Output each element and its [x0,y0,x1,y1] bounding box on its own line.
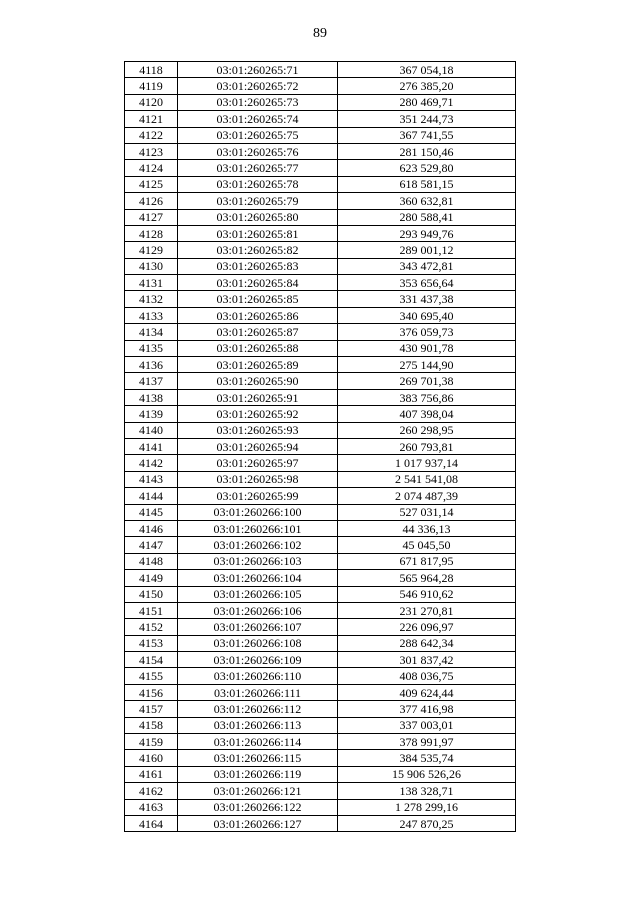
row-number-cell: 4121 [125,111,178,127]
table-row [125,668,516,684]
cadastral-value-cell: 231 270,81 [338,602,516,618]
table-row [125,619,516,635]
cadastral-value-cell: 367 741,55 [338,127,516,143]
cadastral-number-cell: 03:01:260266:106 [178,602,338,618]
row-number-cell: 4145 [125,504,178,520]
cadastral-value-cell: 527 031,14 [338,504,516,520]
cadastral-number-cell: 03:01:260265:84 [178,275,338,291]
cadastral-number-cell: 03:01:260265:82 [178,242,338,258]
table-row [125,815,516,831]
cadastral-value-cell: 407 398,04 [338,406,516,422]
page-number: 89 [313,26,327,41]
cadastral-value-cell: 15 906 526,26 [338,766,516,782]
cadastral-number-cell: 03:01:260266:107 [178,619,338,635]
row-number-cell: 4160 [125,750,178,766]
table-row [125,504,516,520]
table-row [125,94,516,110]
row-number-cell: 4149 [125,570,178,586]
cadastral-value-cell: 281 150,46 [338,143,516,159]
row-number-cell: 4159 [125,734,178,750]
row-number-cell: 4151 [125,602,178,618]
cadastral-value-cell: 623 529,80 [338,160,516,176]
cadastral-value-cell: 360 632,81 [338,193,516,209]
cadastral-number-cell: 03:01:260265:80 [178,209,338,225]
row-number-cell: 4147 [125,537,178,553]
row-number-cell: 4162 [125,783,178,799]
cadastral-value-cell: 331 437,38 [338,291,516,307]
cadastral-value-cell: 353 656,64 [338,275,516,291]
table-row [125,422,516,438]
table-row [125,734,516,750]
cadastral-number-cell: 03:01:260265:78 [178,176,338,192]
table-row [125,799,516,815]
row-number-cell: 4123 [125,143,178,159]
cadastral-value-cell: 671 817,95 [338,553,516,569]
row-number-cell: 4164 [125,815,178,831]
cadastral-value-cell: 45 045,50 [338,537,516,553]
cadastral-value-cell: 280 588,41 [338,209,516,225]
cadastral-value-cell: 384 535,74 [338,750,516,766]
cadastral-number-cell: 03:01:260265:87 [178,324,338,340]
cadastral-number-cell: 03:01:260265:91 [178,389,338,405]
table-row [125,701,516,717]
table-row [125,127,516,143]
table-row [125,324,516,340]
cadastral-value-cell: 289 001,12 [338,242,516,258]
cadastral-number-cell: 03:01:260266:100 [178,504,338,520]
cadastral-value-cell: 565 964,28 [338,570,516,586]
row-number-cell: 4132 [125,291,178,307]
table-row [125,766,516,782]
cadastral-number-cell: 03:01:260266:104 [178,570,338,586]
cadastral-value-cell: 260 793,81 [338,438,516,454]
row-number-cell: 4137 [125,373,178,389]
row-number-cell: 4157 [125,701,178,717]
cadastral-number-cell: 03:01:260266:103 [178,553,338,569]
cadastral-value-cell: 2 074 487,39 [338,488,516,504]
row-number-cell: 4118 [125,62,178,78]
table-row [125,275,516,291]
row-number-cell: 4150 [125,586,178,602]
cadastral-number-cell: 03:01:260265:79 [178,193,338,209]
row-number-cell: 4153 [125,635,178,651]
table-row [125,520,516,536]
cadastral-value-cell: 275 144,90 [338,357,516,373]
cadastral-number-cell: 03:01:260266:122 [178,799,338,815]
row-number-cell: 4146 [125,520,178,536]
cadastral-number-cell: 03:01:260265:81 [178,225,338,241]
cadastral-value-cell: 1 017 937,14 [338,455,516,471]
table-row [125,488,516,504]
row-number-cell: 4124 [125,160,178,176]
cadastral-number-cell: 03:01:260265:97 [178,455,338,471]
row-number-cell: 4141 [125,438,178,454]
cadastral-value-cell: 288 642,34 [338,635,516,651]
row-number-cell: 4152 [125,619,178,635]
cadastral-value-cell: 293 949,76 [338,225,516,241]
row-number-cell: 4143 [125,471,178,487]
cadastral-value-cell: 247 870,25 [338,815,516,831]
row-number-cell: 4129 [125,242,178,258]
cadastral-number-cell: 03:01:260266:119 [178,766,338,782]
cadastral-number-cell: 03:01:260266:110 [178,668,338,684]
table-row [125,553,516,569]
table-row [125,193,516,209]
cadastral-value-cell: 367 054,18 [338,62,516,78]
cadastral-value-cell: 351 244,73 [338,111,516,127]
cadastral-number-cell: 03:01:260265:72 [178,78,338,94]
table-row [125,111,516,127]
cadastral-value-cell: 618 581,15 [338,176,516,192]
row-number-cell: 4120 [125,94,178,110]
cadastral-value-cell: 430 901,78 [338,340,516,356]
cadastral-value-cell: 276 385,20 [338,78,516,94]
row-number-cell: 4119 [125,78,178,94]
row-number-cell: 4128 [125,225,178,241]
cadastral-value-cell: 226 096,97 [338,619,516,635]
cadastral-value-table [124,61,516,832]
cadastral-value-cell: 138 328,71 [338,783,516,799]
row-number-cell: 4130 [125,258,178,274]
cadastral-number-cell: 03:01:260266:108 [178,635,338,651]
table-row [125,783,516,799]
row-number-cell: 4156 [125,684,178,700]
cadastral-number-cell: 03:01:260265:99 [178,488,338,504]
cadastral-number-cell: 03:01:260266:109 [178,652,338,668]
cadastral-number-cell: 03:01:260266:111 [178,684,338,700]
cadastral-value-cell: 546 910,62 [338,586,516,602]
cadastral-value-cell: 44 336,13 [338,520,516,536]
table-row [125,176,516,192]
cadastral-number-cell: 03:01:260265:74 [178,111,338,127]
cadastral-value-cell: 337 003,01 [338,717,516,733]
cadastral-number-cell: 03:01:260266:121 [178,783,338,799]
cadastral-value-cell: 343 472,81 [338,258,516,274]
cadastral-value-cell: 377 416,98 [338,701,516,717]
table-row [125,455,516,471]
cadastral-number-cell: 03:01:260265:83 [178,258,338,274]
cadastral-number-cell: 03:01:260265:77 [178,160,338,176]
table-row [125,389,516,405]
cadastral-value-cell: 260 298,95 [338,422,516,438]
cadastral-number-cell: 03:01:260265:90 [178,373,338,389]
table-row [125,717,516,733]
table-row [125,258,516,274]
row-number-cell: 4134 [125,324,178,340]
cadastral-number-cell: 03:01:260265:75 [178,127,338,143]
row-number-cell: 4163 [125,799,178,815]
table-row [125,62,516,78]
table-row [125,340,516,356]
row-number-cell: 4139 [125,406,178,422]
cadastral-number-cell: 03:01:260266:105 [178,586,338,602]
row-number-cell: 4154 [125,652,178,668]
table-row [125,242,516,258]
table-row [125,537,516,553]
row-number-cell: 4122 [125,127,178,143]
cadastral-number-cell: 03:01:260266:112 [178,701,338,717]
cadastral-number-cell: 03:01:260265:76 [178,143,338,159]
row-number-cell: 4131 [125,275,178,291]
row-number-cell: 4158 [125,717,178,733]
table-row [125,684,516,700]
row-number-cell: 4133 [125,307,178,323]
cadastral-number-cell: 03:01:260265:98 [178,471,338,487]
cadastral-number-cell: 03:01:260265:92 [178,406,338,422]
row-number-cell: 4155 [125,668,178,684]
table-row [125,406,516,422]
row-number-cell: 4125 [125,176,178,192]
cadastral-number-cell: 03:01:260266:102 [178,537,338,553]
cadastral-value-cell: 378 991,97 [338,734,516,750]
row-number-cell: 4140 [125,422,178,438]
table-row [125,160,516,176]
cadastral-number-cell: 03:01:260265:94 [178,438,338,454]
cadastral-value-cell: 409 624,44 [338,684,516,700]
row-number-cell: 4127 [125,209,178,225]
cadastral-number-cell: 03:01:260265:93 [178,422,338,438]
cadastral-number-cell: 03:01:260265:73 [178,94,338,110]
cadastral-number-cell: 03:01:260266:115 [178,750,338,766]
cadastral-number-cell: 03:01:260265:88 [178,340,338,356]
row-number-cell: 4161 [125,766,178,782]
cadastral-number-cell: 03:01:260265:86 [178,307,338,323]
table-row [125,750,516,766]
table-row [125,143,516,159]
table-row [125,209,516,225]
cadastral-number-cell: 03:01:260266:127 [178,815,338,831]
table-row [125,570,516,586]
cadastral-number-cell: 03:01:260266:113 [178,717,338,733]
table-row [125,602,516,618]
cadastral-value-cell: 383 756,86 [338,389,516,405]
table-row [125,307,516,323]
table-row [125,373,516,389]
table-row [125,291,516,307]
row-number-cell: 4142 [125,455,178,471]
cadastral-number-cell: 03:01:260266:101 [178,520,338,536]
cadastral-value-cell: 280 469,71 [338,94,516,110]
row-number-cell: 4138 [125,389,178,405]
table-row [125,78,516,94]
cadastral-number-cell: 03:01:260265:71 [178,62,338,78]
cadastral-value-cell: 2 541 541,08 [338,471,516,487]
cadastral-value-cell: 301 837,42 [338,652,516,668]
row-number-cell: 4144 [125,488,178,504]
cadastral-value-cell: 376 059,73 [338,324,516,340]
table-row [125,438,516,454]
table-row [125,635,516,651]
row-number-cell: 4148 [125,553,178,569]
row-number-cell: 4135 [125,340,178,356]
row-number-cell: 4126 [125,193,178,209]
table-row [125,471,516,487]
cadastral-number-cell: 03:01:260266:114 [178,734,338,750]
cadastral-value-cell: 1 278 299,16 [338,799,516,815]
cadastral-number-cell: 03:01:260265:85 [178,291,338,307]
table-row [125,586,516,602]
cadastral-value-cell: 340 695,40 [338,307,516,323]
cadastral-value-cell: 269 701,38 [338,373,516,389]
cadastral-number-cell: 03:01:260265:89 [178,357,338,373]
table-body [125,62,516,832]
table-row [125,357,516,373]
table-row [125,225,516,241]
table-row [125,652,516,668]
cadastral-value-cell: 408 036,75 [338,668,516,684]
row-number-cell: 4136 [125,357,178,373]
